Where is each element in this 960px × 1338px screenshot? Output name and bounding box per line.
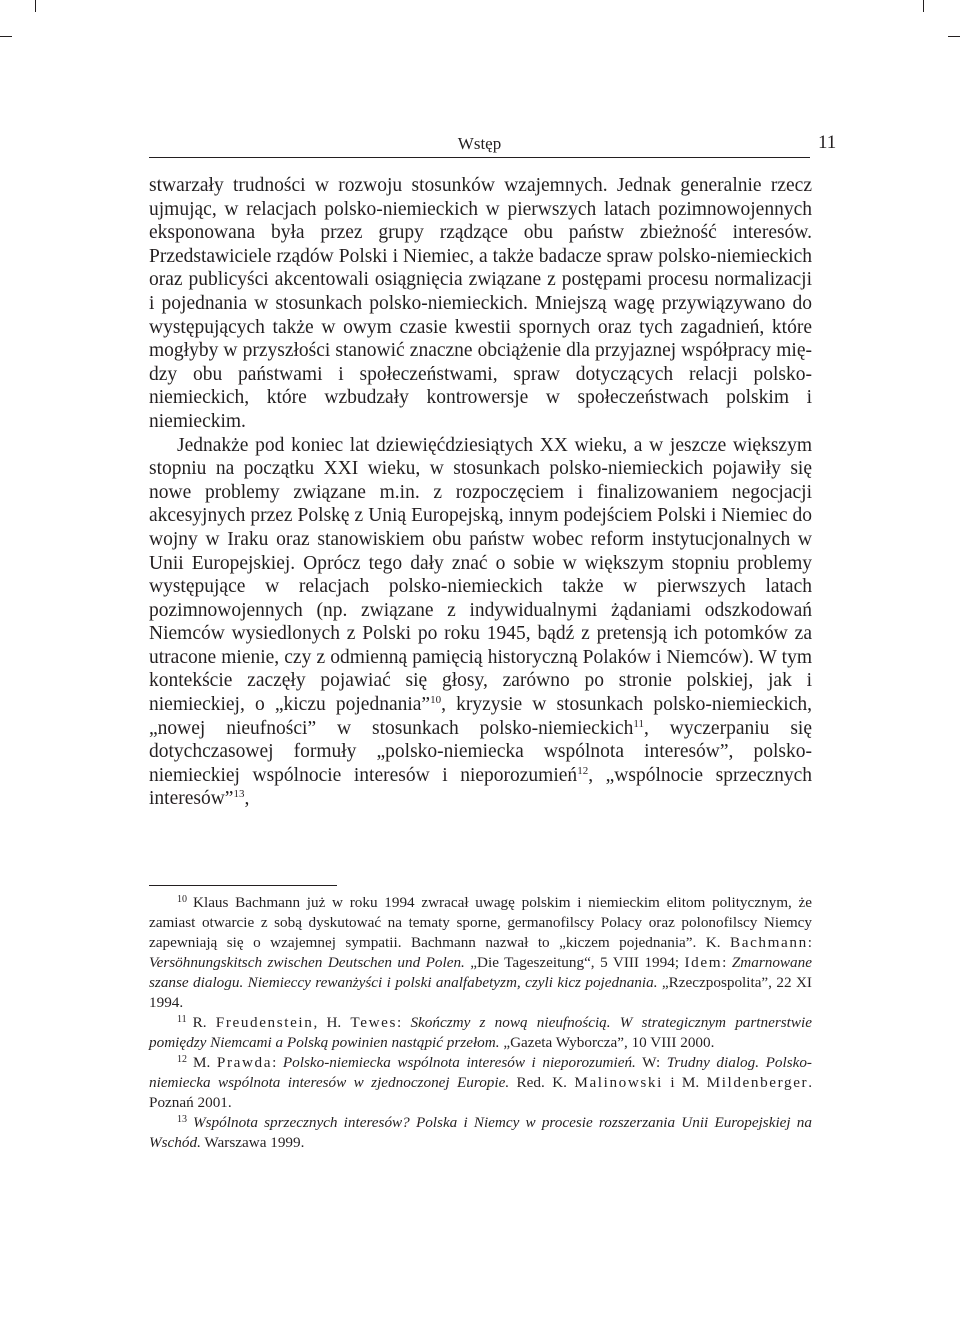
- footnote-10: [149, 893, 812, 1013]
- running-header: Wstęp: [457, 134, 502, 153]
- header-rule: [149, 157, 810, 158]
- footnote-text: Warszawa 1999.: [200, 1134, 305, 1151]
- footnote-author: Tewes: [350, 1014, 397, 1031]
- paragraph-2-text-a: Jednakże pod koniec lat dziewięćdziesiątych XX wieku, a w jeszcze większym stopniu na początku XXI wieku, w stosunkach polsko-niemieckich pojawiły się nowe problemy związane m.in. z rozpoczęciem i finalizowaniem negocjacji akcesyjnych przez Polskę z Unią Europejską, innym podejściem Polski i Niemiec do wojny w Iraku oraz stanowiskiem obu państw wobec reform instytucjonalnych w Unii Europejskiej. Oprócz tego dały znać o sobie w większym stopniu problemy występujące w relacjach polsko-niemieckich także w pierwszych latach pozimnowojennych (np. związane z indywidualnymi żądaniami odszkodowań Niemców wysiedlonych z Polski po roku 1945, bądź z pretensją ich potomków za utracone mienie, czy z odmienną pamięcią historyczną Polaków i Niemców). W tym kontekście zaczęły pojawiać się głosy, zarówno po stronie polskiej, jak i niemieckiej, o „kiczu pojednania”: [149, 434, 812, 716]
- footnote-11: [149, 1013, 812, 1053]
- footnote-title: Zmarnowane szanse dialogu. Niemieccy rewanżyści i polski analfabetyzm, czyli kicz pojednania.: [149, 954, 812, 991]
- footnote-title: Trudny dialog. Polsko-niemiecka wspólnota interesów w zjednoczonej Europie.: [149, 1054, 812, 1091]
- footnote-text: :: [272, 1054, 283, 1071]
- footnote-ref-10[interactable]: 10: [430, 694, 442, 707]
- footnote-number: 13: [177, 1114, 187, 1125]
- paragraph-1: [149, 174, 812, 434]
- footnote-text: . Poznań 2001.: [149, 1074, 812, 1111]
- footnote-ref-13[interactable]: 13: [233, 788, 245, 801]
- footnote-author: Bachmann: [730, 934, 808, 951]
- crop-mark-top-right-vertical: [923, 0, 924, 12]
- crop-mark-top-left-vertical: [35, 0, 36, 12]
- footnote-text: R.: [192, 1014, 216, 1031]
- footnote-text: „Rzeczpospolita”, 22 XI 1994.: [149, 974, 812, 1011]
- footnote-text: i M.: [662, 1074, 707, 1091]
- paragraph-1-text: stwarzały trudności w rozwoju stosunków wzajemnych. Jednak generalnie rzecz ujmując, w relacjach polsko-niemieckich w pierwszych latach pozimnowojennych eksponowana była przez grupy rządzące obu państw zbieżność interesów. Przedstawiciele rządów Polski i Niemiec, a także badacze spraw polsko-niemieckich oraz publicyści akcentowali osiągnięcia związane z postępami procesu normalizacji i pojednania w stosunkach polsko-niemieckich. Mniejszą wagę przywiązywano do występujących także w owym czasie kwestii spornych oraz tych zagadnień, które mogłyby w przyszłości stanowić znaczne obciążenie dla przyjaznej współpracy między obu państwami i społeczeństwami, spraw dotyczących relacji polsko-niemieckich, które wzbudzały kontrowersje w społeczeństwach polskim i niemieckim.: [149, 175, 812, 432]
- footnote-number: 10: [177, 894, 187, 905]
- footnote-text: „Gazeta Wyborcza”, 10 VIII 2000.: [499, 1034, 715, 1051]
- footnotes: [149, 893, 812, 1153]
- footnote-ref-12[interactable]: 12: [577, 764, 589, 777]
- paragraph-2-text-d: , „wspólnocie sprzecznych interesów”: [149, 764, 812, 810]
- footnote-ref-11[interactable]: 11: [633, 717, 644, 730]
- footnote-text: :: [397, 1014, 411, 1031]
- footnote-13: [149, 1113, 812, 1153]
- paragraph-2-text-b: , kryzysie w stosunkach polsko-niemieckich, „nowej nieufności” w stosunkach polsko-niemieckich: [149, 694, 812, 739]
- footnote-title: Wspólnota sprzecznych interesów? Polska i Niemcy w procesie rozszerzania Unii Europejskiej na Wschód.: [149, 1114, 812, 1151]
- paragraph-2: [149, 434, 812, 812]
- footnote-author: Prawda: [216, 1054, 273, 1071]
- paragraph-2-text-e: ,: [244, 788, 250, 810]
- footnote-separator: [149, 885, 337, 886]
- footnote-text: W:: [635, 1054, 667, 1071]
- footnote-author: Malinowski: [574, 1074, 663, 1091]
- footnote-title: Versöhnungskitsch zwischen Deutschen und Polen.: [149, 954, 465, 971]
- footnote-author: Idem: [684, 954, 723, 971]
- footnote-author: Mildenberger: [706, 1074, 809, 1091]
- crop-mark-top-left: [0, 36, 12, 37]
- footnote-text: :: [807, 934, 812, 951]
- footnote-author: Freudenstein: [215, 1014, 314, 1031]
- footnote-text: M.: [193, 1054, 217, 1071]
- footnote-number: 12: [177, 1054, 187, 1065]
- footnote-text: , H.: [313, 1014, 351, 1031]
- footnote-12: [149, 1053, 812, 1113]
- crop-mark-top-right: [948, 36, 960, 37]
- footnote-text: Red. K.: [509, 1074, 575, 1091]
- page-number: 11: [818, 132, 837, 153]
- footnote-title: Skończmy z nową nieufnością. W strategicznym partnerstwie pomiędzy Niemcami a Polską powinien nastąpić przełom.: [149, 1014, 812, 1051]
- body-text: [149, 174, 812, 811]
- footnote-text: :: [722, 954, 732, 971]
- footnote-text: „Die Tageszeitung“, 5 VIII 1994;: [464, 954, 685, 971]
- footnote-text: Klaus Bachmann już w roku 1994 zwracał uwagę polskim i niemieckim elitom politycznym, że zamiast otwarcie z sobą dyskutować na tematy sporne, germanofilscy Polacy oraz polonofilscy Niemcy zapewniają się o wzajemnej sympatii. Bachmann nazwał to „kiczem pojednania”. K.: [149, 894, 812, 951]
- footnote-number: 11: [177, 1014, 187, 1025]
- paragraph-2-text-c: , wyczerpaniu się dotychczasowej formuły „polsko-niemiecka wspólnota interesów”, polsko-niemieckiej wspólnocie interesów i nieporozumień: [149, 717, 812, 786]
- footnote-title: Polsko-niemiecka wspólnota interesów i nieporozumień.: [282, 1054, 636, 1071]
